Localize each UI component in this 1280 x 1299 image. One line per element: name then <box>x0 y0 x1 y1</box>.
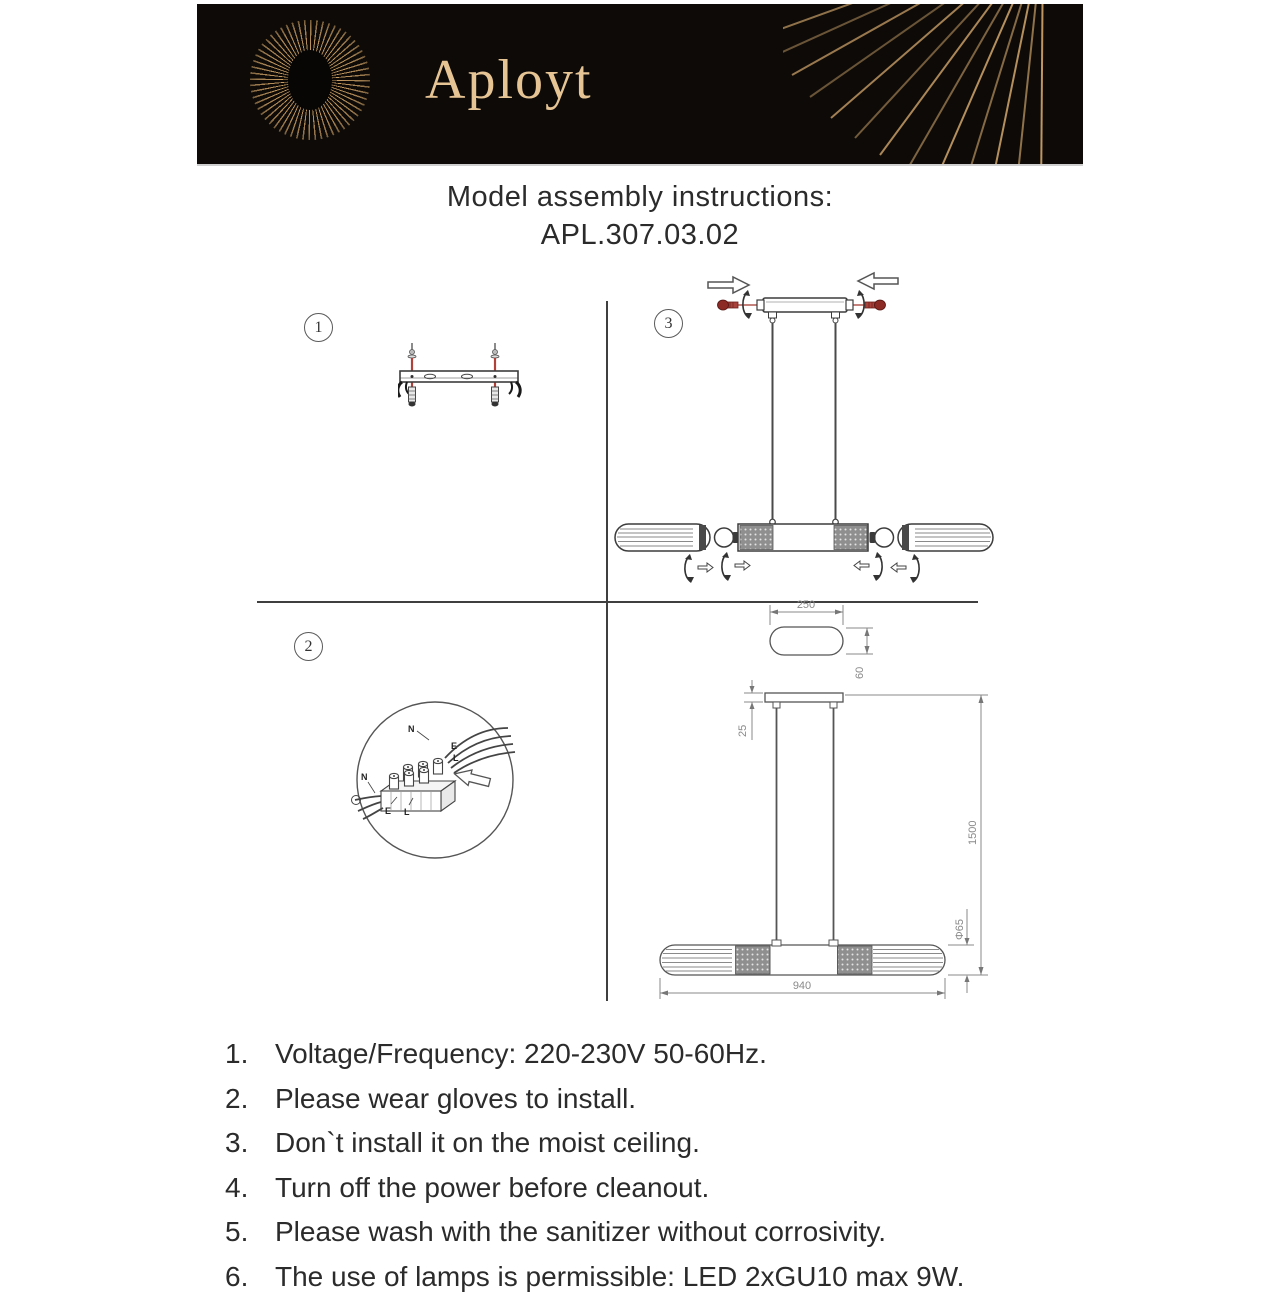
step-1-badge: 1 <box>304 313 333 342</box>
step-2-badge: 2 <box>294 632 323 661</box>
incoming-wire-label-n: N <box>408 724 415 734</box>
dim-canopy-height: 25 <box>737 725 749 737</box>
tube-left <box>615 524 710 551</box>
instruction-item <box>225 1255 1105 1299</box>
fixture-wire-label-n: N <box>361 772 368 782</box>
instruction-item <box>225 1032 1105 1077</box>
dimensions-diagram <box>640 597 992 1010</box>
dim-canopy-width: 60 <box>854 667 866 679</box>
step-3-badge: 3 <box>654 309 683 338</box>
instruction-number: 6. <box>225 1255 275 1299</box>
instruction-text: Don`t install it on the moist ceiling. <box>275 1121 1105 1166</box>
instruction-number: 3. <box>225 1121 275 1166</box>
brand-name: Aployt <box>425 48 593 112</box>
wiring-diagram <box>350 698 520 868</box>
instruction-item <box>225 1166 1105 1211</box>
sunburst-logo-icon <box>250 20 370 140</box>
instruction-number: 2. <box>225 1077 275 1122</box>
instruction-number: 5. <box>225 1210 275 1255</box>
model-code: APL.307.03.02 <box>0 216 1280 254</box>
bulb-left <box>715 528 739 547</box>
canopy-assembly-diagram <box>613 262 1015 592</box>
fixture-wire-label-e: E <box>385 806 391 816</box>
brand-header <box>197 4 1083 166</box>
instruction-item <box>225 1077 1105 1122</box>
bulb-right <box>870 528 894 547</box>
instruction-number: 1. <box>225 1032 275 1077</box>
anchor-right <box>492 387 499 407</box>
incoming-wire-label-l: L <box>453 753 459 763</box>
mounting-bracket-diagram <box>398 335 528 415</box>
instruction-item <box>225 1121 1105 1166</box>
instruction-text: Please wear gloves to install. <box>275 1077 1105 1122</box>
dim-bar-length: 940 <box>793 980 811 992</box>
incoming-wire-label-e: E <box>451 741 457 751</box>
instruction-text: Please wash with the sanitizer without corrosivity. <box>275 1210 1105 1255</box>
instruction-text: Turn off the power before cleanout. <box>275 1166 1105 1211</box>
push-arrow-left-icon <box>858 273 898 289</box>
instruction-text: The use of lamps is permissible: LED 2xGU10 max 9W. <box>275 1255 1105 1299</box>
page-title: Model assembly instructions: <box>0 178 1280 216</box>
divider-vertical <box>606 301 608 1001</box>
dim-tube-diameter: Φ65 <box>954 919 966 940</box>
anchor-left <box>409 387 416 407</box>
fixture-wire-label-l: L <box>404 807 410 817</box>
instruction-text: Voltage/Frequency: 220-230V 50-60Hz. <box>275 1032 1105 1077</box>
title-block <box>0 178 1280 254</box>
fixture-wires <box>355 796 383 819</box>
tube-right <box>898 524 993 551</box>
dim-suspension-drop: 1500 <box>967 821 979 845</box>
dim-canopy-length: 250 <box>797 599 815 611</box>
rays-decoration-icon <box>783 4 1083 164</box>
instruction-number: 4. <box>225 1166 275 1211</box>
instruction-list <box>225 1032 1105 1299</box>
instruction-item <box>225 1210 1105 1255</box>
push-arrow-right-icon <box>708 277 749 293</box>
